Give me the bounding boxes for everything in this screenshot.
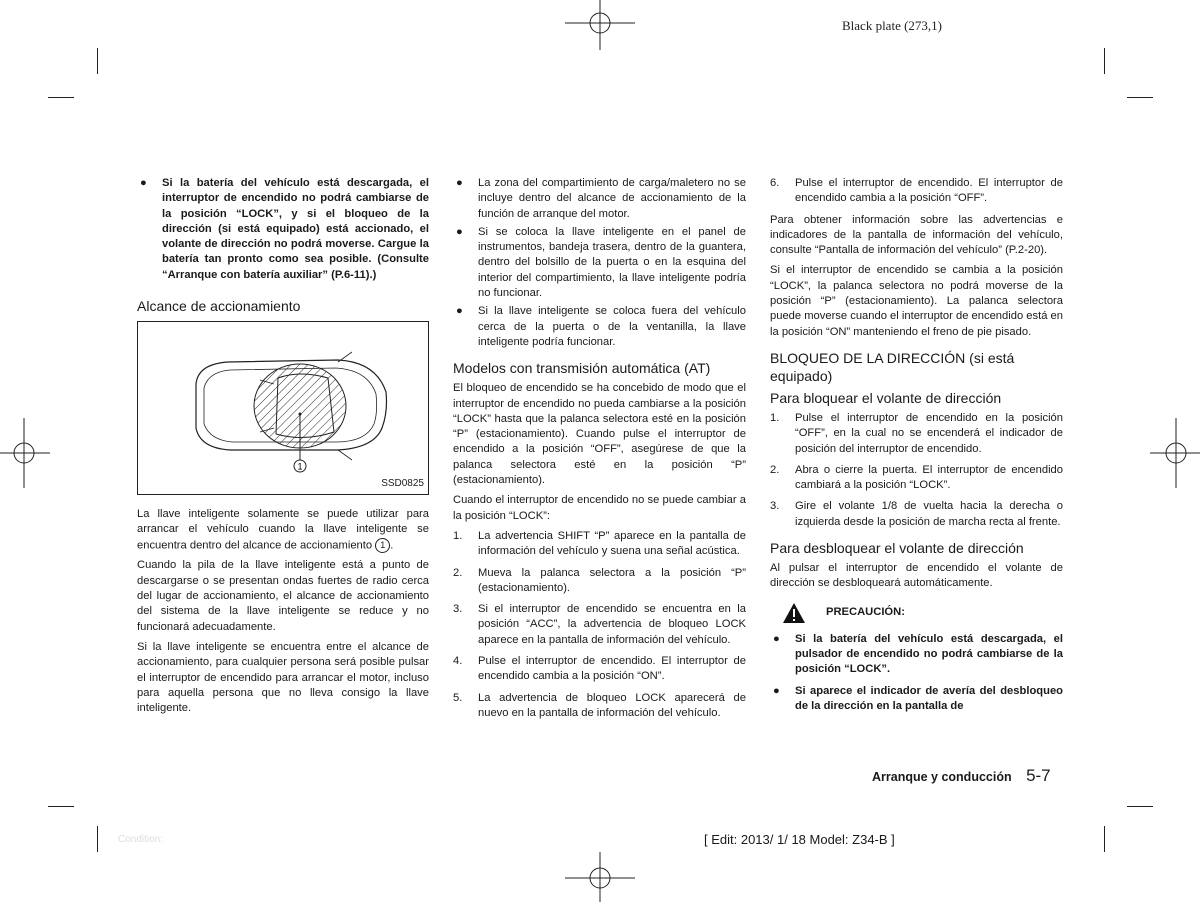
paragraph: El bloqueo de encendido se ha concebido de modo que el interruptor de encendido no pueda cambiarse a la posición “LOCK” hasta que la palanca selectora esté en la posición “P” (estacionamiento). Cuando pulse el interruptor de encendido a la posición “OFF”, asegúrese de que la palanca selectora esté en la posición “P” (estacionamiento). bbox=[453, 382, 746, 487]
step-number: 1. bbox=[770, 411, 780, 424]
registration-mark-top bbox=[565, 0, 635, 50]
step-number: 1. bbox=[453, 529, 463, 542]
caution-header bbox=[770, 602, 1063, 626]
paragraph: Para obtener información sobre las advertencias e indicadores de la pantalla de información del vehículo, consulte “Pantalla de información del vehículo” (P.2-20). bbox=[770, 213, 1063, 257]
paragraph: Cuando la pila de la llave inteligente está a punto de descargarse o se presentan ondas fuertes de radio cerca del lugar de accionamiento, el alcance de accionamiento del sistema de la llave inteligente se reduce y no funcionará adecuadamente. bbox=[137, 559, 429, 633]
step-text: Si el interruptor de encendido se encuentra en la posición “ACC”, la advertencia de bloqueo LOCK aparece en la pantalla de información del vehículo. bbox=[478, 603, 746, 646]
caution-item bbox=[770, 684, 1063, 715]
caution-text: Si aparece el indicador de avería del desbloqueo de la dirección en la pantalla de bbox=[795, 684, 1063, 712]
paragraph bbox=[137, 507, 429, 553]
warning-text: Si la batería del vehículo está descargada, el interruptor de encendido no podrá cambiarse de la posición “LOCK”, y si el bloqueo de la dirección (si está equipado) está accionado, el volante de dirección no podrá moverse. Cargue la batería tan pronto como sea posible. (Consulte “Arranque con batería auxiliar” (P.6-11).) bbox=[162, 177, 429, 281]
warning-bullet bbox=[137, 176, 429, 283]
bullet-dot: ● bbox=[773, 632, 780, 645]
numbered-step bbox=[770, 499, 1063, 530]
numbered-step bbox=[453, 654, 746, 685]
step-text: Pulse el interruptor de encendido. El interruptor de encendido cambia a la posición “OFF”. bbox=[795, 177, 1063, 205]
car-top-view-illustration bbox=[138, 322, 428, 494]
paragraph: Si el interruptor de encendido se cambia a la posición “LOCK”, la palanca selectora no podrá moverse de la posición “P” (estacionamiento). La palanca selectora puede moverse cuando el interruptor de encendido está en la posición “ON” manteniendo el freno de pie pisado. bbox=[770, 264, 1063, 338]
section-footer bbox=[872, 766, 1051, 786]
right-column bbox=[770, 176, 1063, 717]
subheading-desbloquear: Para desbloquear el volante de dirección bbox=[770, 540, 1024, 557]
bullet-dot: ● bbox=[140, 177, 147, 189]
numbered-step bbox=[770, 176, 1063, 207]
step-text: Gire el volante 1/8 de vuelta hacia la derecha o izquierda desde la posición de marcha recta al frente. bbox=[795, 500, 1063, 528]
paragraph: Al pulsar el interruptor de encendido el volante de dirección se desbloqueará automáticamente. bbox=[770, 562, 1063, 590]
figure-code: SSD0825 bbox=[381, 477, 424, 489]
caution-title: PRECAUCIÓN: bbox=[826, 605, 905, 618]
registration-mark-bottom bbox=[565, 852, 635, 902]
numbered-step bbox=[453, 602, 746, 648]
caution-item bbox=[770, 632, 1063, 678]
step-number: 5. bbox=[453, 691, 463, 704]
numbered-step bbox=[453, 566, 746, 597]
list-item bbox=[453, 176, 746, 222]
bullet-dot: ● bbox=[456, 225, 463, 238]
subheading-bloquear: Para bloquear el volante de dirección bbox=[770, 389, 1002, 406]
step-text: Pulse el interruptor de encendido. El interruptor de encendido cambia a la posición “ON”. bbox=[478, 655, 746, 683]
step-number: 3. bbox=[453, 603, 463, 616]
numbered-step bbox=[770, 411, 1063, 457]
callout-marker: 1 bbox=[375, 538, 390, 553]
step-number: 2. bbox=[453, 566, 463, 579]
list-item bbox=[453, 304, 746, 350]
paragraph-text-end: . bbox=[390, 539, 394, 552]
step-text: Abra o cierre la puerta. El interruptor de encendido cambiará a la posición “LOCK”. bbox=[795, 463, 1063, 492]
list-item bbox=[453, 225, 746, 301]
step-text: Mueva la palanca selectora a la posición “P” (estacionamiento). bbox=[478, 566, 746, 594]
section-title: Arranque y conducción bbox=[872, 770, 1012, 784]
step-number: 2. bbox=[770, 463, 780, 476]
paragraph-text: La llave inteligente solamente se puede utilizar para arrancar el vehículo cuando la llave inteligente se encuentra dentro del alcance de accionamiento bbox=[137, 508, 429, 552]
registration-mark-left bbox=[0, 418, 50, 488]
step-number: 6. bbox=[770, 177, 780, 189]
bullet-dot: ● bbox=[456, 305, 463, 318]
step-text: Pulse el interruptor de encendido en la posición “OFF”, en la cual no se encenderá el indicador de posición del interruptor de encendido. bbox=[795, 411, 1063, 455]
step-text: La advertencia de bloqueo LOCK aparecerá de nuevo en la pantalla de información del vehículo. bbox=[478, 691, 746, 719]
page-number: 5-7 bbox=[1026, 766, 1051, 785]
paragraph: Si la llave inteligente se encuentra entre el alcance de accionamiento, para cualquier persona será posible pulsar el interruptor de encendido para arrancar el motor, incluso para aquella persona que no lleva consigo la llave inteligente. bbox=[137, 640, 429, 715]
figure-callout: 1 bbox=[297, 461, 303, 472]
section-heading-bloqueo: BLOQUEO DE LA DIRECCIÓN (si está equipado) bbox=[770, 349, 1015, 384]
bullet-dot: ● bbox=[456, 177, 463, 189]
step-number: 4. bbox=[453, 655, 463, 668]
list-item-text: La zona del compartimiento de carga/maletero no se incluye dentro del alcance de accionamiento de la función de arranque del motor. bbox=[478, 177, 746, 220]
section-heading-alcance: Alcance de accionamiento bbox=[137, 298, 301, 315]
registration-mark-right bbox=[1150, 418, 1200, 488]
range-figure bbox=[137, 321, 429, 495]
left-column bbox=[137, 176, 429, 721]
section-heading-at: Modelos con transmisión automática (AT) bbox=[453, 360, 711, 377]
plate-label: Black plate (273,1) bbox=[842, 18, 942, 33]
edit-info: [ Edit: 2013/ 1/ 18 Model: Z34-B ] bbox=[704, 832, 895, 847]
list-item-text: Si la llave inteligente se coloca fuera del vehículo cerca de la puerta o de la ventanilla, la llave inteligente podría funcionar. bbox=[478, 305, 746, 348]
condition-label: Condition: bbox=[118, 834, 164, 845]
warning-triangle-icon bbox=[782, 602, 806, 624]
paragraph: Cuando el interruptor de encendido no se puede cambiar a la posición “LOCK”: bbox=[453, 494, 746, 522]
step-text: La advertencia SHIFT “P” aparece en la pantalla de información del vehículo y suena una señal acústica. bbox=[478, 529, 746, 558]
numbered-step bbox=[453, 691, 746, 722]
middle-column bbox=[453, 176, 746, 727]
caution-text: Si la batería del vehículo está descargada, el pulsador de encendido no podrá cambiarse de la posición “LOCK”. bbox=[795, 632, 1063, 676]
step-number: 3. bbox=[770, 500, 780, 513]
numbered-step bbox=[770, 463, 1063, 494]
bullet-dot: ● bbox=[773, 684, 780, 697]
numbered-step bbox=[453, 529, 746, 560]
list-item-text: Si se coloca la llave inteligente en el panel de instrumentos, bandeja trasera, dentro de la guantera, dentro del bolsillo de la puerta o en la esquina del interior del compartimiento, la llave inteligente podría no funcionar. bbox=[478, 225, 746, 300]
